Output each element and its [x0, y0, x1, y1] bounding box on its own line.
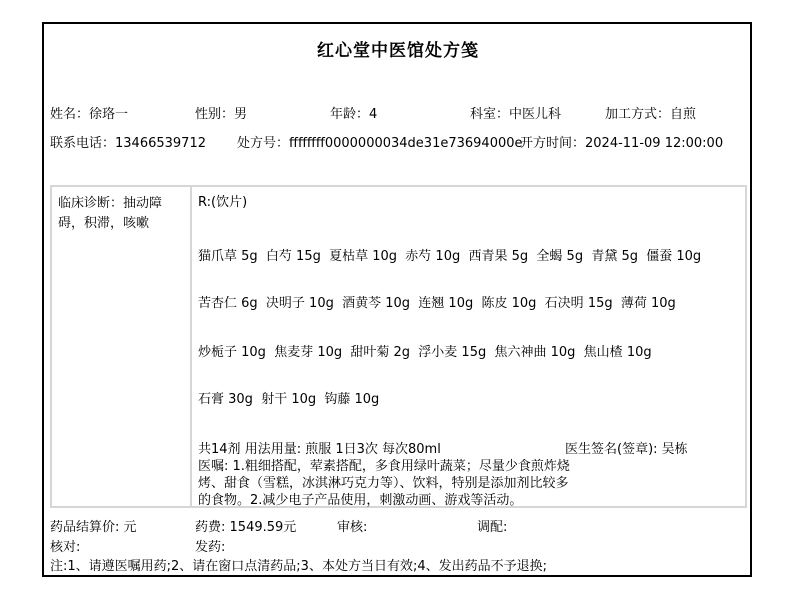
settle-price-unit: 元	[123, 520, 137, 535]
patient-gender-value: 男	[234, 107, 248, 122]
patient-name	[50, 107, 128, 122]
doctor-signature-value: 吴栋	[661, 442, 688, 457]
footer-note: 注:1、请遵医嘱用药;2、请在窗口点清药品;3、本处方当日有效;4、发出药品不予退换;	[50, 559, 547, 574]
patient-gender-label: 性别：	[195, 107, 235, 122]
prepare-field: 调配:	[477, 520, 508, 535]
medicine-fee-value: 1549.59元	[229, 520, 297, 535]
patient-name-value: 徐珞一	[89, 107, 129, 122]
usage-text: 用法用量: 煎服 1日3次 每次80ml	[244, 442, 441, 457]
rx-number-label: 处方号：	[237, 136, 290, 151]
clinical-diagnosis-label: 临床诊断：	[58, 196, 124, 211]
doses-count: 共14剂	[198, 442, 241, 457]
settle-price-label: 药品结算价:	[50, 520, 120, 535]
herb-line-3: 炒栀子 10g 焦麦芽 10g 甜叶菊 2g 浮小麦 15g 焦六神曲 10g 焦山楂 10g	[198, 345, 652, 360]
check-field: 核对:	[50, 540, 81, 555]
contact-phone-label: 联系电话：	[50, 136, 116, 151]
patient-department-value: 中医儿科	[509, 107, 562, 122]
herb-line-4: 石膏 30g 射干 10g 钩藤 10g	[198, 392, 380, 407]
herb-line-1: 猫爪草 5g 白芍 15g 夏枯草 10g 赤芍 10g 西青果 5g 全蝎 5g 青黛 5g 僵蚕 10g	[198, 249, 702, 264]
rx-number	[237, 136, 523, 151]
herb-line-2: 苦杏仁 6g 决明子 10g 酒黄芩 10g 连翘 10g 陈皮 10g 石决明 15g 薄荷 10g	[198, 296, 676, 311]
contact-phone	[50, 136, 206, 151]
processing-method-value: 自煎	[670, 107, 697, 122]
doctor-advice-line-3: 的食物。2.减少电子产品使用，刺激动画、游戏等活动。	[198, 493, 523, 508]
patient-gender	[195, 107, 247, 122]
review-field: 审核:	[337, 520, 368, 535]
issue-time-label: 开方时间：	[520, 136, 586, 151]
page-title: 红心堂中医馆处方笺	[317, 41, 479, 61]
usage-summary	[198, 442, 441, 457]
rx-header: R:(饮片)	[198, 195, 248, 210]
patient-name-label: 姓名：	[50, 107, 90, 122]
processing-method-label: 加工方式：	[605, 107, 671, 122]
settle-price	[50, 520, 137, 535]
doctor-signature	[565, 442, 688, 457]
doctor-advice-line-1: 医嘱: 1.粗细搭配，荤素搭配，多食用绿叶蔬菜；尽量少食煎炸烧	[198, 459, 570, 474]
patient-age-value: 4	[369, 107, 378, 122]
clinical-diagnosis-value: 抽动障碍，积滞，咳嗽	[58, 196, 163, 231]
doctor-signature-label: 医生签名(签章):	[565, 442, 658, 457]
patient-department	[470, 107, 561, 122]
patient-age	[330, 107, 377, 122]
issue-time-value: 2024-11-09 12:00:00	[585, 136, 724, 151]
diagnosis-column-divider	[190, 185, 192, 508]
patient-department-label: 科室：	[470, 107, 510, 122]
doctor-advice-line-2: 烤、甜食（雪糕，冰淇淋巧克力等）、饮料，特别是添加剂比较多	[198, 476, 569, 491]
contact-phone-value: 13466539712	[115, 136, 206, 151]
dispense-field: 发药:	[195, 540, 226, 555]
processing-method	[605, 107, 696, 122]
clinical-diagnosis	[58, 194, 180, 234]
patient-age-label: 年龄：	[330, 107, 370, 122]
issue-time	[520, 136, 723, 151]
rx-number-value: ffffffff0000000034de31e73694000e	[289, 136, 523, 151]
medicine-fee-label: 药费:	[195, 520, 226, 535]
medicine-fee	[195, 520, 296, 535]
